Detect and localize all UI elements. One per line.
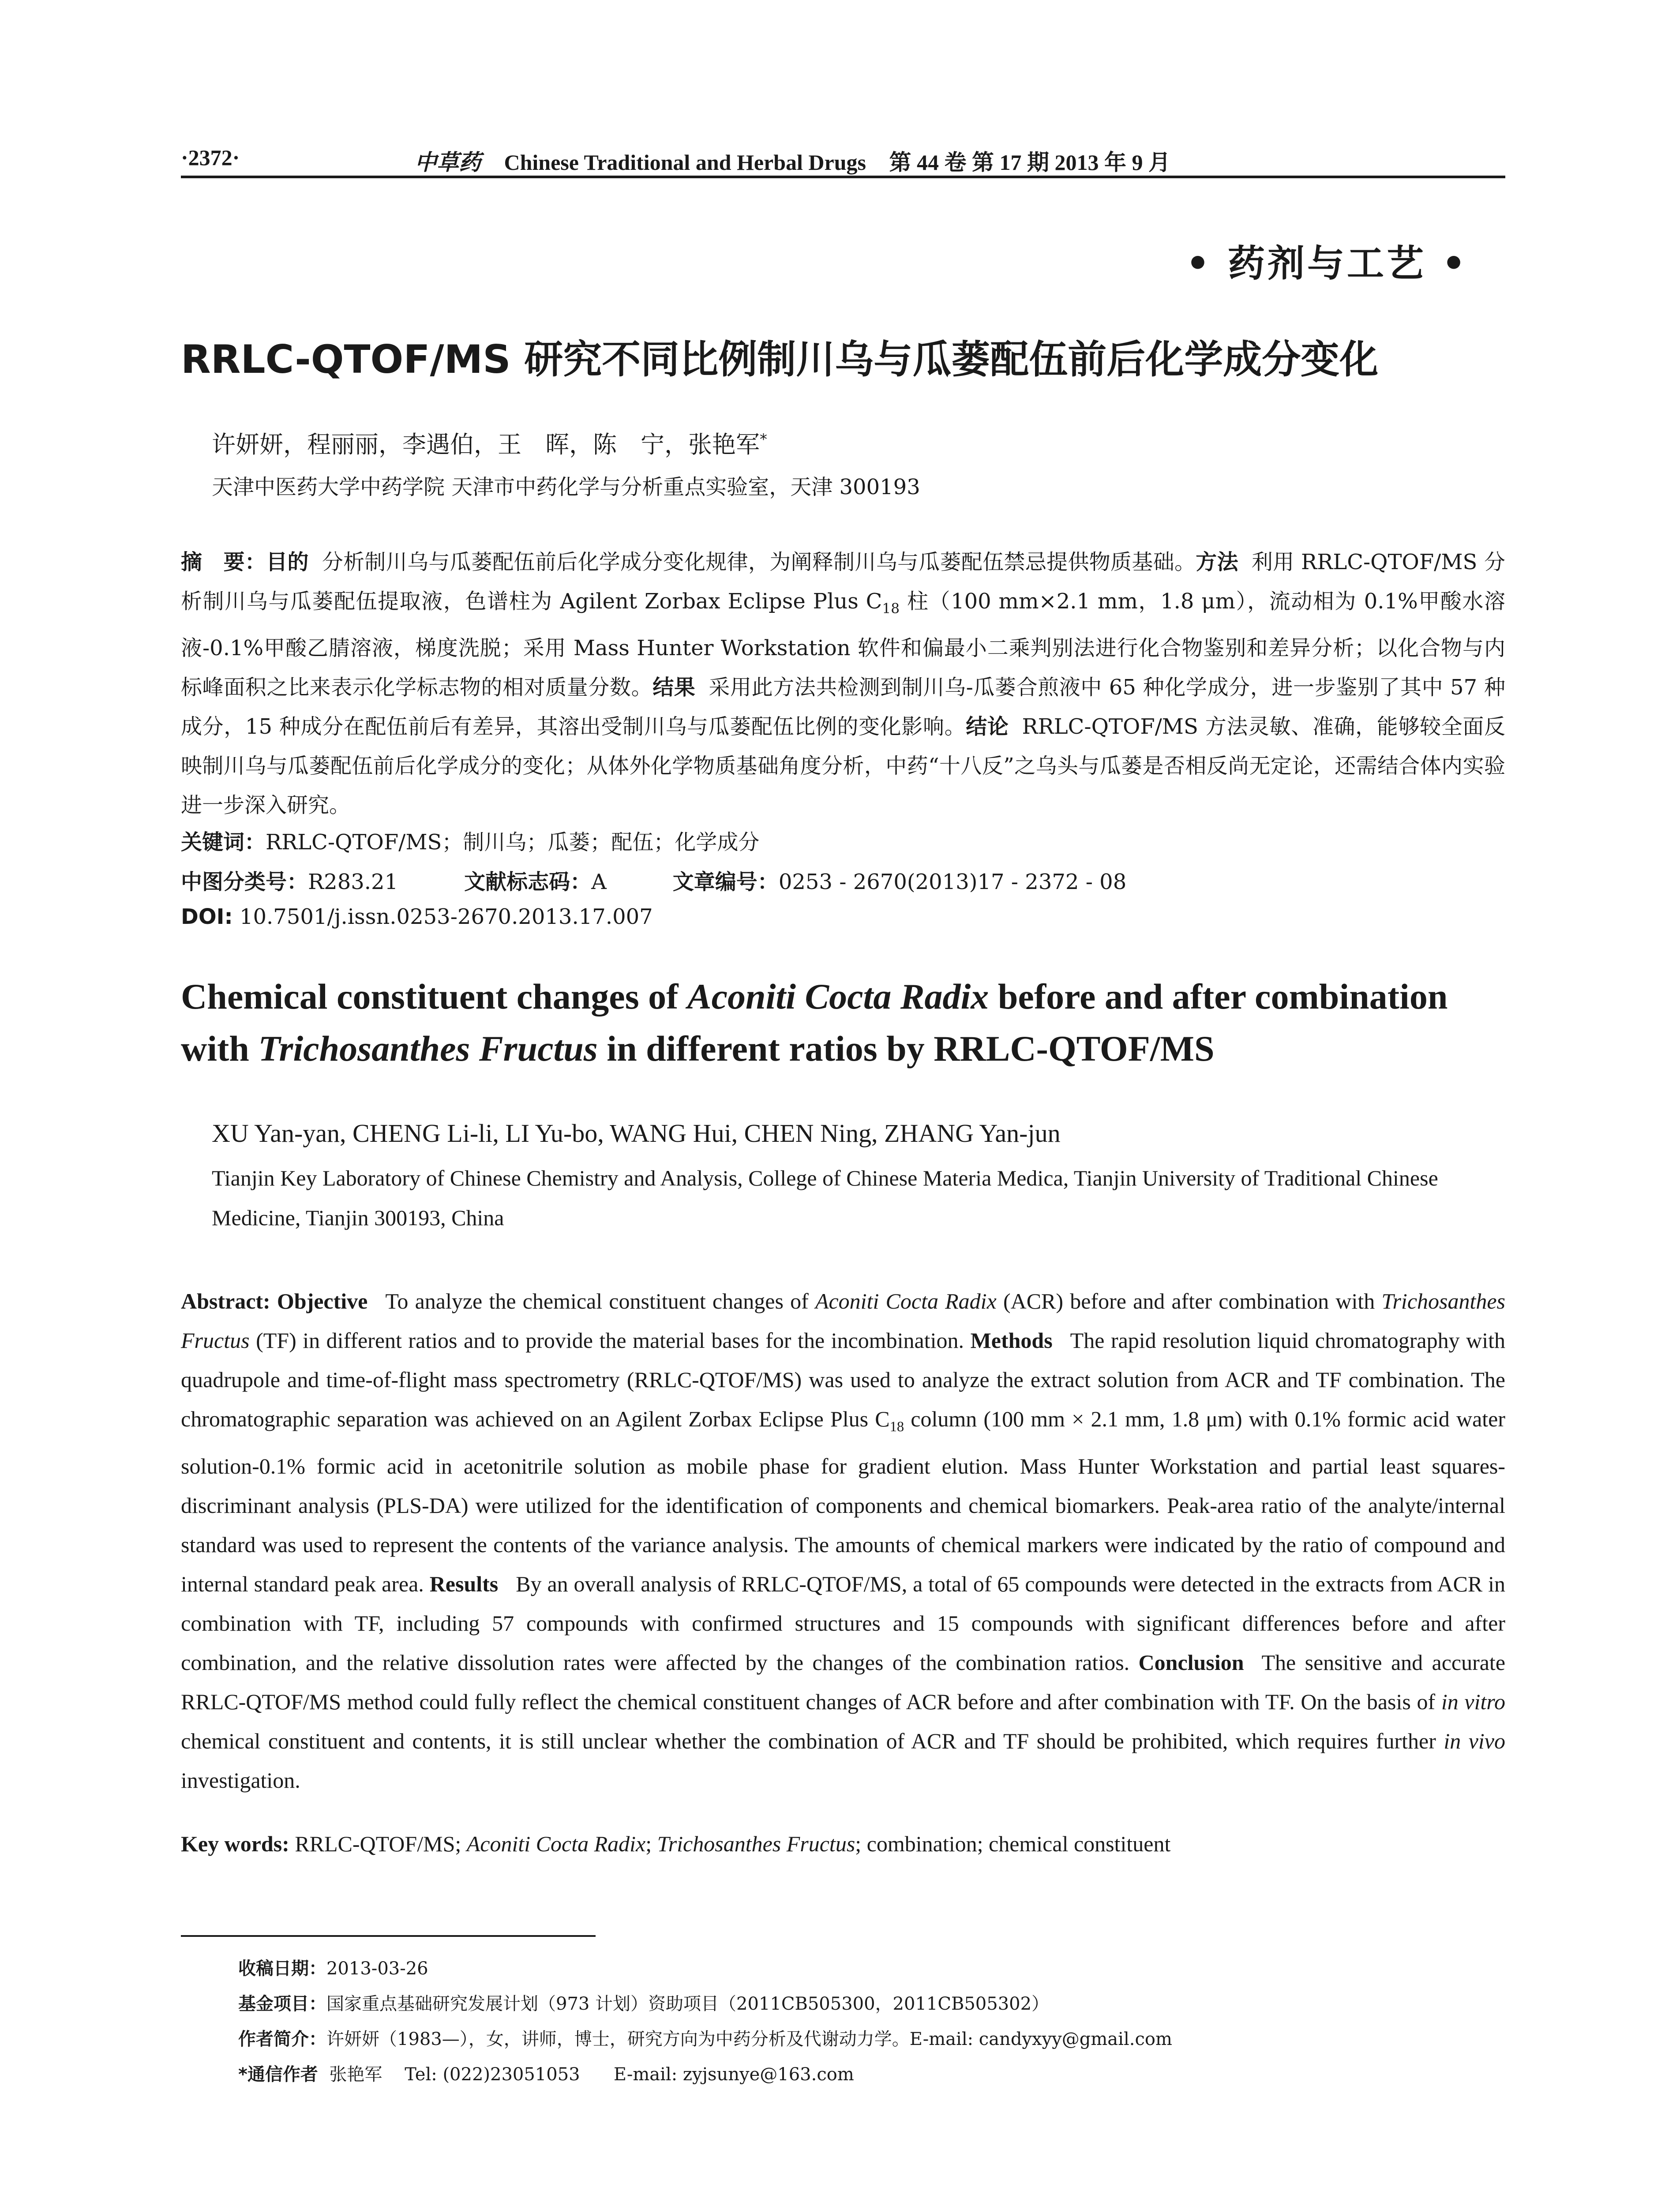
header-rule bbox=[181, 176, 1505, 178]
footnote-label: 基金项目： bbox=[238, 1994, 326, 2014]
footnote-value: 许妍妍（1983—），女，讲师，博士，研究方向为中药分析及代谢动力学。E-mail: candyxyy@gmail.com bbox=[326, 2029, 1172, 2049]
keyword-en: ; combination; chemical constituent bbox=[855, 1831, 1171, 1856]
footnote-label: 收稿日期： bbox=[238, 1958, 326, 1979]
methods-en: column (100 mm × 2.1 mm, 1.8 μm) with 0.1% formic acid water solution-0.1% formic acid in acetonitrile solution as mobile phase for gradient elution. Mass Hunter Workstation and partial least squares-discriminant analysis (PLS-DA) were utilized for the identification of components and chemical biomarkers. Peak-area ratio of the analyte/internal standard was used to represent the contents of the variance analysis. The amounts of chemical markers were indicated by the ratio of compound and internal standard peak area. bbox=[181, 1407, 1505, 1596]
clc-label: 中图分类号： bbox=[181, 870, 308, 894]
results-en: By an overall analysis of RRLC-QTOF/MS, a total of 65 compounds were detected in the extracts from ACR in combination with TF, including 57 compounds with confirmed structures and 15 compounds with significant differences before and after combination, and the relative dissolution rates were affected by the changes of the combination ratios. bbox=[181, 1572, 1506, 1675]
journal-header-text bbox=[415, 145, 1170, 176]
title-en-italic: Trichosanthes Fructus bbox=[258, 1028, 598, 1069]
methods-label-en: Methods bbox=[970, 1328, 1053, 1353]
affiliation-en: Tianjin Key Laboratory of Chinese Chemistry and Analysis, College of Chinese Materia Medica, Tianjin University of Traditional Chinese Medicine, Tianjin 300193, China bbox=[212, 1166, 1438, 1230]
conclusion-en: chemical constituent and contents, it is still unclear whether the combination of ACR and TF should be prohibited, which requires further bbox=[181, 1729, 1444, 1753]
abstract-en bbox=[181, 1282, 1505, 1800]
conclusion-label-en: Conclusion bbox=[1138, 1650, 1244, 1675]
results-label-cn: 结果 bbox=[652, 675, 696, 700]
article-no-label: 文章编号： bbox=[672, 870, 779, 894]
footnote-value: 张艳军 Tel: (022)23051053 E-mail: zyjsunye@163.com bbox=[318, 2064, 854, 2085]
results-label-en: Results bbox=[429, 1572, 499, 1596]
footnote-rule bbox=[181, 1935, 596, 1937]
keywords-cn-label: 关键词： bbox=[181, 830, 266, 855]
page-number: ·2372· bbox=[181, 145, 240, 170]
title-en-part: Chemical constituent changes of bbox=[181, 976, 687, 1017]
journal-name-en: Chinese Traditional and Herbal Drugs bbox=[504, 150, 866, 175]
objective-en: To analyze the chemical constituent changes of bbox=[385, 1289, 815, 1313]
abstract-en-label: Abstract: Objective bbox=[181, 1289, 368, 1313]
keywords-en bbox=[181, 1831, 1170, 1857]
keyword-en: ; bbox=[645, 1831, 657, 1856]
conclusion-cn: RRLC-QTOF/MS 方法灵敏、准确，能够较全面反映制川乌与瓜蒌配伍前后化学成分的变化；从体外化学物质基础角度分析，中药“十八反”之乌头与瓜蒌是否相反尚无定论，还需结合体内实验进一步深入研究。 bbox=[181, 714, 1505, 818]
doi-line bbox=[181, 904, 653, 929]
corresponding-mark: * bbox=[760, 431, 767, 448]
conclusion-en-italic: in vitro bbox=[1441, 1689, 1505, 1714]
title-en-part: before and after combination with bbox=[181, 976, 1448, 1069]
authors-en: XU Yan-yan, CHENG Li-li, LI Yu-bo, WANG Hui, CHEN Ning, ZHANG Yan-jun bbox=[212, 1119, 1061, 1148]
results-cn: 采用此方法共检测到制川乌-瓜蒌合煎液中 65 种化学成分，进一步鉴别了其中 57 种成分，15 种成分在配伍前后有差异，其溶出受制川乌与瓜蒌配伍比例的变化影响。 bbox=[181, 675, 1505, 739]
title-en-italic: Aconiti Cocta Radix bbox=[687, 976, 989, 1017]
journal-name-cn: 中草药 bbox=[415, 150, 481, 175]
abstract-cn-label: 摘 要： bbox=[181, 550, 266, 574]
objective-en-italic: Aconiti Cocta Radix bbox=[815, 1289, 997, 1313]
methods-cn-a: 利用 RRLC-QTOF/MS 分析制川乌与瓜蒌配伍提取液，色谱柱为 Agilent Zorbax Eclipse Plus C bbox=[181, 550, 1505, 614]
footnote-fund bbox=[238, 1990, 1049, 2015]
article-no-value: 0253 - 2670(2013)17 - 2372 - 08 bbox=[778, 870, 1127, 894]
classification-line bbox=[181, 865, 1126, 895]
running-header bbox=[181, 140, 1505, 176]
conclusion-en: The sensitive and accurate RRLC-QTOF/MS method could fully reflect the chemical constituent changes of ACR before and after combination with TF. On the basis of bbox=[181, 1650, 1506, 1714]
methods-cn-b: 柱（100 mm×2.1 mm，1.8 μm），流动相为 0.1%甲酸水溶液-0.1%甲酸乙腈溶液，梯度洗脱；采用 Mass Hunter Workstation 软件和偏最小二乘判别法进行化合物鉴别和差异分析；以化合物与内标峰面积之比来表示化学标志物的相对质量分数。 bbox=[181, 589, 1505, 700]
clc-value: R283.21 bbox=[308, 870, 398, 894]
abstract-cn bbox=[181, 543, 1505, 825]
methods-label-cn: 方法 bbox=[1196, 550, 1238, 574]
objective-label-cn: 目的 bbox=[266, 550, 309, 574]
keyword-en-italic: Trichosanthes Fructus bbox=[657, 1831, 855, 1856]
objective-en: (TF) in different ratios and to provide the material bases for the incombination. bbox=[249, 1328, 964, 1353]
footnote-value: 2013-03-26 bbox=[326, 1958, 428, 1979]
keywords-cn-value: RRLC-QTOF/MS；制川乌；瓜蒌；配伍；化学成分 bbox=[266, 830, 760, 855]
doc-code-label: 文献标志码： bbox=[464, 870, 592, 894]
methods-cn-sub: 18 bbox=[882, 600, 900, 617]
affiliation-cn: 天津中医药大学中药学院 天津市中药化学与分析重点实验室，天津 300193 bbox=[212, 475, 920, 499]
footnote-corresponding bbox=[238, 2060, 854, 2086]
objective-en: (ACR) before and after combination with bbox=[996, 1289, 1382, 1313]
keyword-en: RRLC-QTOF/MS; bbox=[289, 1831, 467, 1856]
keywords-cn bbox=[181, 825, 759, 855]
authors-cn-names: 许妍妍，程丽丽，李遇伯，王 晖，陈 宁，张艳军 bbox=[212, 431, 760, 458]
objective-en-italic: Trichosanthes Fructus bbox=[181, 1289, 1506, 1353]
authors-cn bbox=[212, 426, 767, 460]
keyword-en-italic: Aconiti Cocta Radix bbox=[466, 1831, 646, 1856]
objective-cn: 分析制川乌与瓜蒌配伍前后化学成分变化规律，为阐释制川乌与瓜蒌配伍禁忌提供物质基础。 bbox=[322, 550, 1196, 574]
conclusion-en: investigation. bbox=[181, 1768, 300, 1793]
title-en-part: in different ratios by RRLC-QTOF/MS bbox=[597, 1028, 1215, 1069]
doc-code-value: A bbox=[591, 870, 607, 894]
doi-value: 10.7501/j.issn.0253-2670.2013.17.007 bbox=[232, 904, 653, 929]
keywords-en-label: Key words: bbox=[181, 1831, 289, 1856]
article-title-en bbox=[181, 971, 1505, 1075]
footnote-value: 国家重点基础研究发展计划（973 计划）资助项目（2011CB505300，2011CB505302） bbox=[326, 1994, 1050, 2014]
article-title-cn: RRLC-QTOF/MS 研究不同比例制川乌与瓜蒌配伍前后化学成分变化 bbox=[181, 337, 1379, 382]
footnote-bio bbox=[238, 2025, 1172, 2050]
footnote-label: *通信作者 bbox=[238, 2064, 318, 2085]
issue-info: 第 44 卷 第 17 期 2013 年 9 月 bbox=[889, 150, 1170, 175]
methods-en: The rapid resolution liquid chromatography with quadrupole and time-of-flight mass spectrometry (RRLC-QTOF/MS) was used to analyze the extract solution from ACR and TF combination. The chromatographic separation was achieved on an Agilent Zorbax Eclipse Plus C bbox=[181, 1328, 1505, 1431]
methods-en-sub: 18 bbox=[889, 1419, 904, 1435]
doi-label: DOI: bbox=[181, 904, 233, 929]
conclusion-label-cn: 结论 bbox=[966, 714, 1009, 739]
footnote-received bbox=[238, 1955, 428, 1980]
section-tag: • 药剂与工艺 • bbox=[1186, 242, 1468, 285]
footnote-label: 作者简介： bbox=[238, 2029, 326, 2049]
conclusion-en-italic: in vivo bbox=[1444, 1729, 1505, 1753]
